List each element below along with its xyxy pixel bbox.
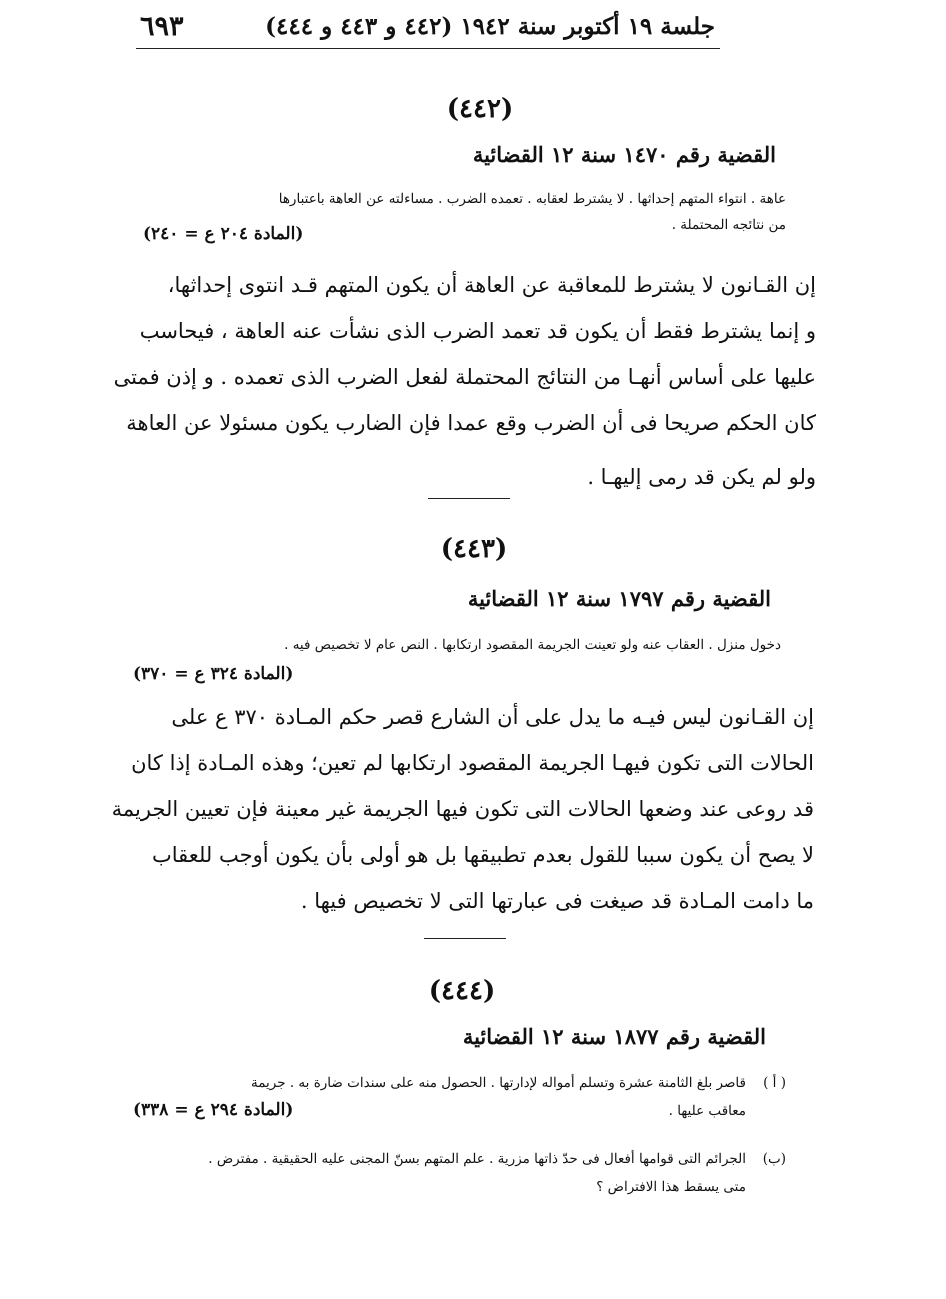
item-a-line-2: معاقب عليها .: [668, 1103, 746, 1119]
case-title-1877: القضية رقم ١٨٧٧ سنة ١٢ القضائية: [462, 1024, 766, 1049]
item-a-line-1: قاصر بلغ الثامنة عشرة وتسلم أمواله لإدارتها . الحصول منه على سندات ضارة به . جريمة: [250, 1075, 746, 1091]
item-b-line-1: الجرائم التى قوامها أفعال فى حدّ ذاتها مزرية . علم المتهم بسنّ المجنى عليه الحقيقية . مفترض .: [208, 1151, 746, 1167]
paragraph-line: إن القـانون لا يشترط للمعاقبة عن العاهة أن يكون المتهم قـد انتوى إحداثها،: [167, 273, 816, 297]
paragraph-line: و إنما يشترط فقط أن يكون قد تعمد الضرب الذى نشأت عنه العاهة ، فيحاسب: [139, 319, 816, 343]
paragraph-line: ما دامت المـادة قد صيغت فى عبارتها التى لا تخصيص فيها .: [300, 889, 814, 913]
item-b-line-2: متى يسقط هذا الافتراض ؟: [596, 1179, 746, 1195]
running-header: [140, 8, 715, 44]
item-marker-a: ( أ ): [763, 1075, 786, 1091]
keywords-line-1: عاهة . انتواء المتهم إحداثها . لا يشترط لعقابه . تعمده الضرب . مساءلته عن العاهة باعتبارها: [278, 191, 786, 207]
article-reference: (المادة ٢٠٤ ع = ٢٤٠): [143, 224, 304, 244]
keywords-line-1: دخول منزل . العقاب عنه ولو تعينت الجريمة المقصود ارتكابها . النص عام لا تخصيص فيه .: [284, 637, 781, 653]
section-number-444: (٤٤٤): [428, 976, 496, 1006]
paragraph-line: عليها على أساس أنهـا من النتائج المحتملة لفعل الضرب الذى تعمده . و إذن فمتى: [113, 365, 816, 389]
section-separator: [428, 498, 510, 499]
section-number-442: (٤٤٢): [446, 94, 514, 124]
paragraph-line: الحالات التى تكون فيهـا الجريمة المقصود ارتكابها لم تعين؛ وهذه المـادة إذا كان: [131, 751, 814, 775]
keywords-line-2: من نتائجه المحتملة .: [671, 217, 786, 233]
section-number-443: (٤٤٣): [440, 534, 508, 564]
paragraph-line: ولو لم يكن قد رمى إليهـا .: [587, 465, 816, 489]
item-marker-b: (ب): [762, 1151, 786, 1167]
header-title: جلسة ١٩ أكتوبر سنة ١٩٤٢ (٤٤٢ و ٤٤٣ و ٤٤٤): [265, 12, 715, 40]
case-title-1470: القضية رقم ١٤٧٠ سنة ١٢ القضائية: [472, 142, 776, 167]
header-rule: [136, 48, 720, 49]
paragraph-line: قد روعى عند وضعها الحالات التى تكون فيها الجريمة غير معينة فإن تعيين الجريمة: [111, 797, 814, 821]
section-separator: [424, 938, 506, 939]
paragraph-line: لا يصح أن يكون سببا للقول بعدم تطبيقها بل هو أولى بأن يكون أوجب للعقاب: [152, 843, 814, 867]
case-title-1797: القضية رقم ١٧٩٧ سنة ١٢ القضائية: [467, 586, 771, 611]
paragraph-line: كان الحكم صريحا فى أن الضرب وقع عمدا فإن الضارب يكون مسئولا عن العاهة: [126, 411, 816, 435]
paragraph-line: إن القـانون ليس فيـه ما يدل على أن الشارع قصر حكم المـادة ٣٧٠ ع على: [171, 705, 814, 729]
article-reference: (المادة ٣٢٤ ع = ٣٧٠): [133, 664, 294, 684]
article-reference: (المادة ٢٩٤ ع = ٣٣٨): [133, 1100, 294, 1120]
page-number: ٦٩٣: [140, 10, 184, 42]
